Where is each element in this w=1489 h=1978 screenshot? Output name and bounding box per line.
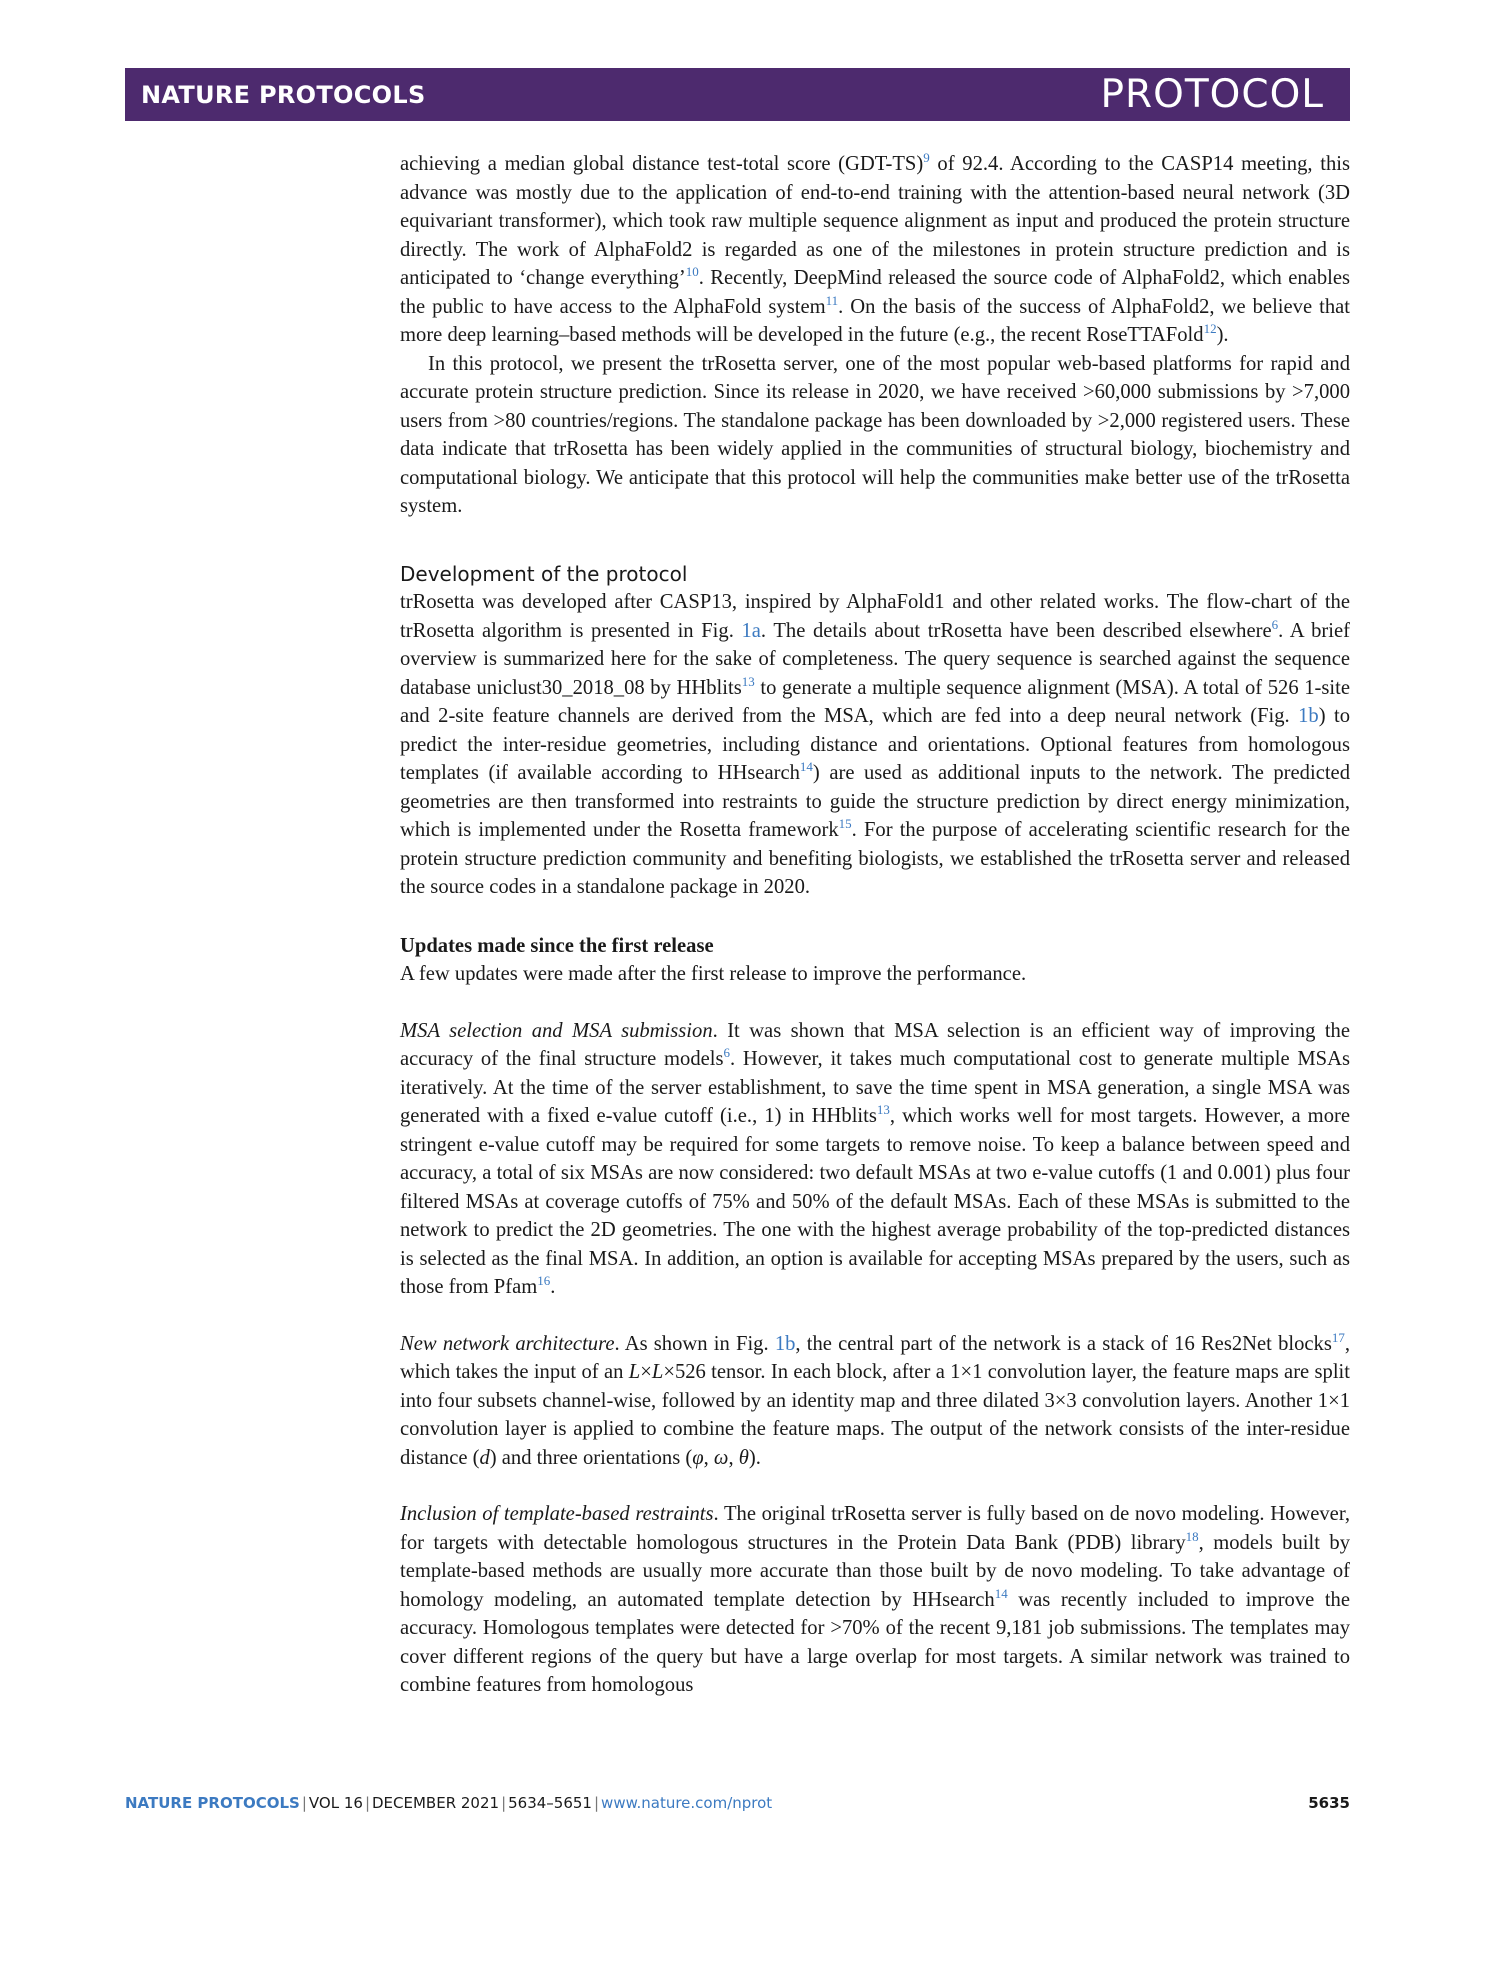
paragraph-lead: Inclusion of template-based restraints xyxy=(400,1503,714,1525)
figure-link[interactable]: 1b xyxy=(1298,705,1319,727)
footer-volume: VOL 16 xyxy=(308,1794,363,1812)
citation-line: NATURE PROTOCOLS | VOL 16 | DECEMBER 2021 | 5634–5651 | www.nature.com/nprot xyxy=(125,1794,773,1812)
paragraph-protocol-intro: In this protocol, we present the trRosetta server, one of the most popular web-based platforms for rapid and accurate protein structure prediction. Since its release in 2020, we have received >60,000 submissions by >7,000 users from >80 countries/regions. The standalone package has been downloaded by >2,000 registered users. These data indicate that trRosetta has been widely applied in the communities of structural biology, biochemistry and computational biology. We anticipate that this protocol will help the communities make better use of the trRosetta system. xyxy=(400,352,1350,517)
figure-link[interactable]: 1b xyxy=(774,1332,796,1355)
article-type: PROTOCOL xyxy=(1100,72,1324,117)
paragraph-development: trRosetta was developed after CASP13, inspired by AlphaFold1 and other related works. The flow-chart of the trRosetta algorithm is presented in Fig. 1a. The details about trRosetta have been described elsewhere$^6$. A brief overview is summarized here for the sake of completeness. The query sequence is searched against the sequence database uniclust30_2018_08 by HHblits$^{13}$ to generate a multiple sequence alignment (MSA). A total of 526 1-site and 2-site feature channels are derived from the MSA, which are fed into a deep neural network (Fig. 1b) to predict the inter-residue geometries, including distance and orientations. Optional features from homologous templates (if available according to HHsearch$^{14}$) are used as additional inputs to the network. The predicted geometries are then transformed into restraints to guide the structure prediction by direct energy minimization, which is implemented under the Rosetta framework$^{15}$. For the purpose of accelerating scientific research for the protein structure prediction community and benefiting biologists, we established the trRosetta server and released the source codes in a standalone package in 2020. xyxy=(400,591,1350,898)
reference-link[interactable]: 16 xyxy=(537,1273,551,1288)
paragraph-lead: New network architecture xyxy=(400,1332,615,1355)
reference-link[interactable]: 10 xyxy=(685,264,699,279)
reference-link[interactable]: 6 xyxy=(723,1045,730,1060)
page-number: 5635 xyxy=(1308,1794,1350,1812)
section-heading-development: Development of the protocol xyxy=(400,561,688,586)
reference-link[interactable]: 17 xyxy=(1331,1329,1345,1345)
paragraph-updates-intro: A few updates were made after the first release to improve the performance. xyxy=(400,963,1027,985)
page-footer xyxy=(125,1794,1350,1812)
reference-link[interactable]: 13 xyxy=(741,673,755,689)
paragraph-msa-selection: MSA selection and MSA submission. It was shown that MSA selection is an efficient way of improving the accuracy of the final structure models$^6$. However, it takes much computational cost to generate multiple MSAs iteratively. At the time of the server establishment, to save the time spent in MSA generation, a single MSA was generated with a fixed e-value cutoff (i.e., 1) in HHblits$^{13}$, which works well for most targets. However, a more stringent e-value cutoff may be required for some targets to remove noise. To keep a balance between speed and accuracy, a total of six MSAs are now considered: two default MSAs at two e-value cutoffs (1 and 0.001) plus four filtered MSAs at coverage cutoffs of 75% and 50% of the default MSAs. Each of these MSAs is submitted to the network to predict the 2D geometries. The one with the highest average probability of the top-predicted distances is selected as the final MSA. In addition, an option is available for accepting MSAs prepared by the users, such as those from Pfam$^{16}$. xyxy=(400,1019,1350,1298)
reference-link[interactable]: 11 xyxy=(825,292,839,308)
subsection-heading-updates: Updates made since the first release xyxy=(400,934,714,957)
paragraph-lead: MSA selection and MSA submission xyxy=(400,1019,713,1042)
paragraph-alphafold: achieving a median global distance test-total score $(GDT-TS)^9$ of 92.4. According to the CASP14 meeting, this advance was mostly due to the application of end-to-end training with the attention-based neural network (3D equivariant transformer), which took raw multiple sequence alignment as input and produced the protein structure directly. The work of AlphaFold2 is regarded as one of the milestones in protein structure prediction and is anticipated to ‘change everything’$^{10}$. Recently, DeepMind released the source code of AlphaFold2, which enables the public to have access to the AlphaFold system$^{11}$. On the basis of the success of AlphaFold2, we believe that more deep learning–based methods will be developed in the future (e.g., the recent RoseTTAFold$^{12}$). xyxy=(400,150,1351,346)
reference-link[interactable]: 18 xyxy=(1185,1528,1199,1544)
figure-link[interactable]: 1a xyxy=(741,619,761,642)
paragraph-template-restraints: Inclusion of template-based restraints. The original trRosetta server is fully based on de novo modeling. However, for targets with detectable homologous structures in the Protein Data Bank (PDB) library$^{18}$, models built by template-based methods are usually more accurate than those built by de novo modeling. To take advantage of homology modeling, an automated template detection by HHsearch$^{14}$ was recently included to improve the accuracy. Homologous templates were detected for >70% of the recent 9,181 job submissions. The templates may cover different regions of the query but have a large overlap for most targets. A similar network was trained to combine features from homologous xyxy=(400,1503,1350,1696)
reference-link[interactable]: 15 xyxy=(838,816,852,831)
reference-link[interactable]: 12 xyxy=(1203,321,1217,336)
journal-name: NATURE PROTOCOLS xyxy=(141,80,426,109)
footer-url-link[interactable]: www.nature.com/nprot xyxy=(601,1794,773,1812)
article-body xyxy=(400,150,1350,1700)
footer-pages: 5634–5651 xyxy=(508,1794,592,1812)
footer-journal: NATURE PROTOCOLS xyxy=(125,1794,300,1812)
footer-date: DECEMBER 2021 xyxy=(372,1794,500,1812)
reference-link[interactable]: 9 xyxy=(923,150,930,165)
paragraph-network-architecture: New network architecture. As shown in Fig. 1b, the central part of the network is a stack of 16 Res2Net blocks$^{17}$, which takes the input of an L×L×526 tensor. In each block, after a 1×1 convolution layer, the feature maps are split into four subsets channel-wise, followed by an identity map and three dilated 3×3 convolution layers. Another 1×1 convolution layer is applied to combine the feature maps. The output of the network consists of the inter-residue distance (d) and three orientations (φ, ω, θ). xyxy=(400,1329,1351,1469)
reference-link[interactable]: 6 xyxy=(1271,616,1279,632)
reference-link[interactable]: 13 xyxy=(876,1102,890,1117)
reference-link[interactable]: 14 xyxy=(799,759,813,774)
journal-header-bar xyxy=(125,68,1350,121)
reference-link[interactable]: 14 xyxy=(994,1585,1008,1601)
